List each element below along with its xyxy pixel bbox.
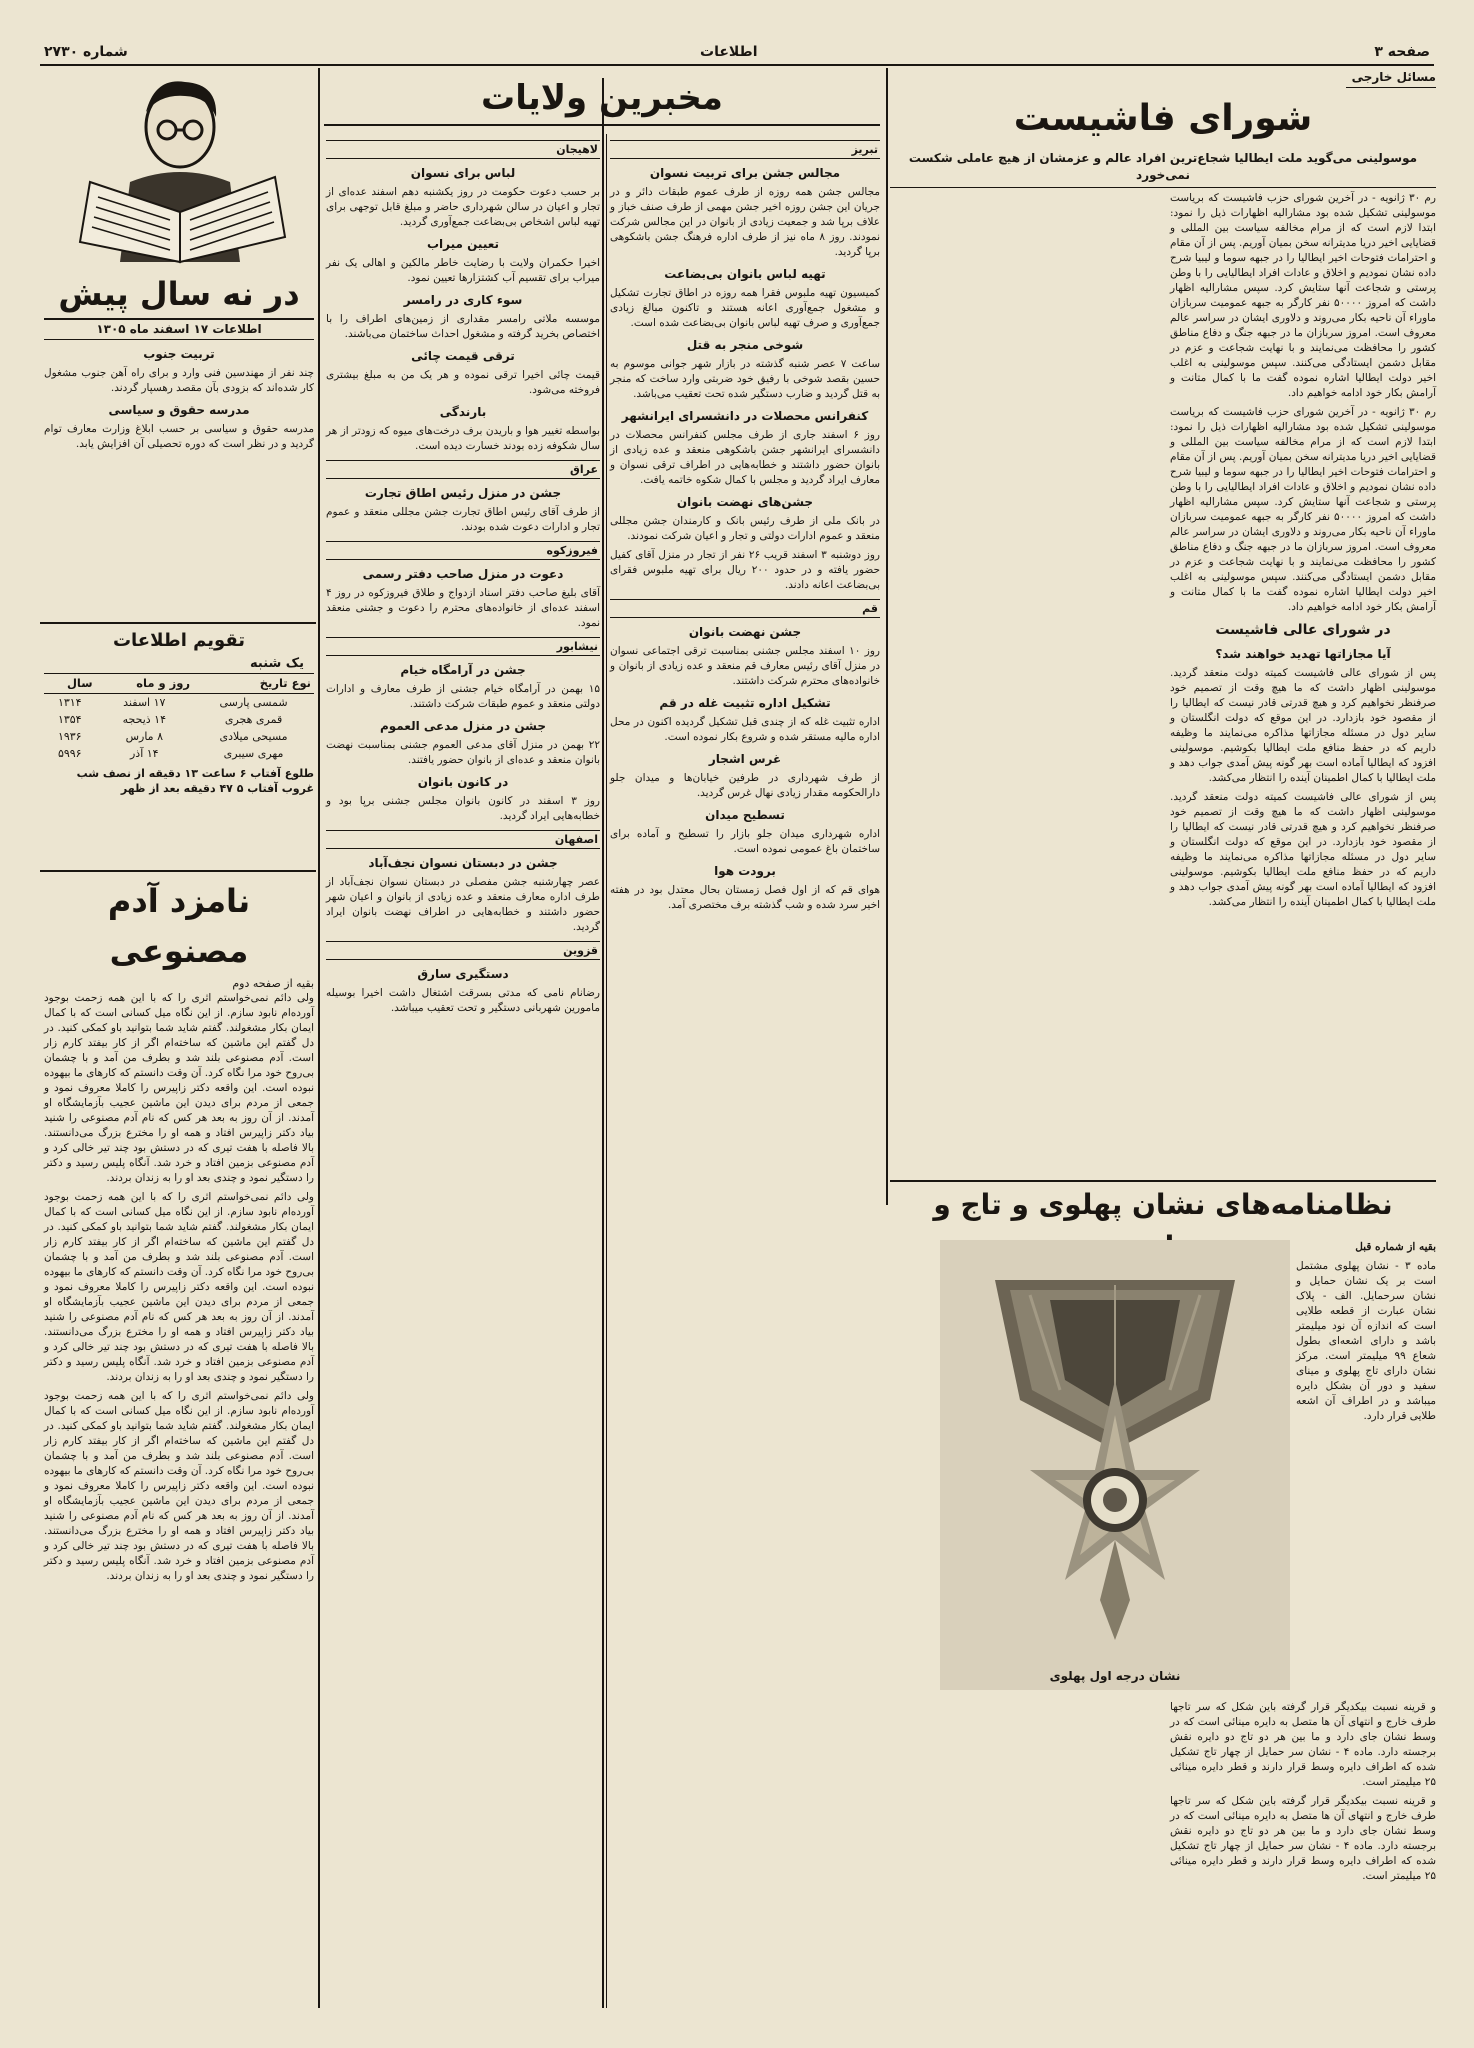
council-body: پس از شورای عالی فاشیست کمیته دولت منعقد گردید. موسولینی اظهار داشت که ما هیچ وقت از تصمیم خود صرفنظر نخواهیم کرد و هیچ قدرتی قادر نیست که ایطالیا را از مقصود خود بازدارد. در این موقع که دولت انگلستان و سایر دول در مسئله مجازاتها مذاکره می‌نمایند ما وظیفه داریم که در حفظ منافع ملت ایطالیا بکوشیم. موسولینی افزود که ایطالیا آماده است بهر گونه پیش آمدی جواب دهد و ملت ایطالیا با کمال اطمینان آینده را انتظار می‌کشد. bbox=[1170, 667, 1436, 784]
paper-name: اطلاعات bbox=[700, 44, 758, 60]
article-text: روز ۳ اسفند در کانون بانوان مجلس جشنی برپا بود و خطابه‌هایی ایراد گردید. bbox=[326, 795, 600, 822]
headline: جشن در دبستان نسوان نجف‌آباد bbox=[368, 856, 558, 870]
location-qom: قم bbox=[610, 599, 880, 618]
article-text: مدرسه حقوق و سیاسی بر حسب ابلاغ وزارت معارف توام گردید و در نظر است که دوره تحصیلی آن افزایش یابد. bbox=[44, 423, 314, 450]
article-text: در بانک ملی از طرف رئیس بانک و کارمندان جشن مجللی منعقد و عموم ادارات دولتی و تجار و اعیان شرکت نمودند. bbox=[610, 515, 880, 542]
sunrise: طلوع آفتاب ۶ ساعت ۱۳ دقیقه از نصف شب bbox=[76, 767, 314, 780]
history-title: در نه سال پیش bbox=[44, 270, 314, 320]
foreign-subtitle: موسولینی می‌گوید ملت ایطالیا شجاع‌ترین افراد عالم و عزمشان از هیچ عاملی شکست نمی‌خورد bbox=[890, 150, 1436, 188]
headline: تهیه لباس بانوان بی‌بضاعت bbox=[664, 267, 826, 281]
headline: بارندگی bbox=[439, 405, 487, 419]
medal-caption: نشان درجه اول پهلوی bbox=[1049, 1669, 1181, 1683]
table-row bbox=[44, 728, 314, 745]
foreign-body-cont: رم ۳۰ ژانویه - در آخرین شورای حزب فاشیست که بریاست موسولینی تشکیل شده بود مشارالیه اظهارات ذیل را نمود: ابتدا لازم است که از مرام مخالفه سیاست بین المللی و قضایایی اخیر دریا مدیترانه سخن بمیان آوریم. پس از آن مقام و احترامات فتوحات اخیر ایطالیا را در جبهه سوما و لیبیا شرح داده نشان نمودیم و اخلاق و عادات افراد ایطالیایی را با وطن پرستی و شجاعت آنها ستایش کرد. سپس مشارالیه اظهار داشت که امروز ۵۰۰۰۰ نفر کارگر به جبهه عمومیت سربازان ماوراء آن ناحیه بکار می‌روند و دلاوری ایشان در سراسر عالم معروف است. امروز سربازان ما در جبهه جنگ و دفاع مناطق کشور را محافظت می‌نمایند و با نهایت شجاعت و عزم در مقابل دشمن ایستادگی می‌کنند. سپس موسولینی به اغلب اخیر دولت ایطالیا اشاره نموده گفت ما با کمال متانت و آرامش بکار خود ادامه خواهیم داد. bbox=[1170, 406, 1436, 613]
medals-title-block bbox=[890, 1184, 1436, 1244]
headline: کنفرانس محصلات در دانشسرای ایرانشهر bbox=[621, 409, 869, 423]
article-text: آقای بلیغ صاحب دفتر اسناد ازدواج و طلاق فیروزکوه در روز ۴ اسفند عده‌ای از خانواده‌های محترم را دعوت و جشنی منعقد نمود. bbox=[326, 587, 600, 629]
table-row bbox=[44, 711, 314, 728]
provinces-title: مخبرین ولایات bbox=[324, 72, 880, 126]
section-label: مسائل خارجی bbox=[1346, 68, 1436, 88]
history-date: اطلاعات ۱۷ اسفند ماه ۱۳۰۵ bbox=[44, 320, 314, 340]
headline: جشن نهضت بانوان bbox=[688, 625, 802, 639]
headline: مجالس جشن برای تربیت نسوان bbox=[649, 166, 841, 180]
calendar-header: نوع تاریخ bbox=[193, 674, 314, 694]
table-cell: شمسی پارسی bbox=[219, 696, 288, 709]
table-cell: ۱۳۵۴ bbox=[57, 713, 82, 726]
article-text: چند نفر از مهندسین فنی وارد و برای راه آهن جنوب مشغول کار شده‌اند که بزودی بآن مقصد رهسپار گردند. bbox=[44, 367, 314, 394]
location-iraq: عراق bbox=[326, 460, 600, 479]
headline: جشن‌های نهضت بانوان bbox=[676, 495, 814, 509]
article-text: روز ۶ اسفند جاری از طرف مجلس کنفرانس محصلات در دانشسرای ایرانشهر جشن باشکوهی منعقد و عده زیادی از بانوان حضور داشتند و خطابه‌هایی در اطراف ترقی نسوان و معارف ایراد گردید و مجلس با کمال شکوه خاتمه یافت. bbox=[610, 429, 880, 486]
divider bbox=[40, 622, 316, 624]
provinces-column-right bbox=[610, 134, 880, 2014]
article-text: مجالس جشن همه روزه از طرف عموم طبقات دائر و در جریان این جشن روزه اخیر جشن مهمی از طرف صنف خباز و علاف برپا شد و جمعیت زیادی از بانوان در این مجالس شرکت نمودند. روز ۸ ماه نیز از طرف اداره فرهنگ جشن باشکوهی برپا گردید. bbox=[610, 186, 880, 258]
location-lahijan: لاهیجان bbox=[326, 140, 600, 159]
headline: تسطیح میدان bbox=[705, 808, 785, 822]
sunset: غروب آفتاب ۵ ۴۷ دقیقه بعد از ظهر bbox=[120, 782, 314, 795]
headline: جشن در منزل مدعی العموم bbox=[379, 719, 547, 733]
article-text: بواسطه تغییر هوا و باریدن برف درخت‌های میوه که زودتر از هر سال شکوفه زده بودند خسارت دیده است. bbox=[326, 425, 600, 452]
reader-illustration bbox=[60, 72, 300, 262]
medals-footer bbox=[890, 1700, 1436, 2018]
headline: دستگیری سارق bbox=[417, 967, 509, 981]
medals-continued: بقیه از شماره قبل bbox=[1355, 1241, 1436, 1253]
headline: ترقی قیمت چائی bbox=[411, 349, 515, 363]
article-text: کمیسیون تهیه ملبوس فقرا همه روزه در اطاق تجارت تشکیل و مشغول جمع‌آوری اعانه هستند و تاکنون مبالغ زیادی جمع‌آوری و صرف تهیه لباس بانوان بی‌بضاعت شده است. bbox=[610, 287, 880, 329]
medals-body: ماده ۳ - نشان پهلوی مشتمل است بر یک نشان حمایل و نشان سرحمایل. الف - پلاک نشان عبارت از قطعه طلایی است که اندازه آن نود میلیمتر باشد و دارای اشعه‌ای بطول شعاع ۹۹ میلیمتر است. مرکز نشان دارای تاج پهلوی و مینای سفید و دور آن بشکل دایره میباشد و در اطراف آن اشعه طلایی قرار دارد. bbox=[1296, 1260, 1436, 1422]
calendar-day: یک شنبه bbox=[250, 656, 304, 671]
issue-number: شماره ۲۷۳۰ bbox=[44, 44, 128, 60]
location-qazvin: قزوین bbox=[326, 941, 600, 960]
headline: در کانون بانوان bbox=[417, 775, 509, 789]
nine-years-ago-section bbox=[44, 270, 314, 620]
article-text: ساعت ۷ عصر شنبه گذشته در بازار شهر جوانی موسوم به حسین بقصد شوخی با رفیق خود ضربتی وارد ساخت که منجر به قتل گردید و ضارب دستگیر شده تحت تعقیب می‌باشد. bbox=[610, 358, 880, 400]
provinces-title-block bbox=[324, 72, 880, 132]
foreign-body: رم ۳۰ ژانویه - در آخرین شورای حزب فاشیست که بریاست موسولینی تشکیل شده بود مشارالیه اظهارات ذیل را نمود: ابتدا لازم است که از مرام مخالفه سیاست بین المللی و قضایایی اخیر دریا مدیترانه سخن بمیان آوریم. پس از آن مقام و احترامات فتوحات اخیر ایطالیا را در جبهه سوما و لیبیا شرح داده نشان نمودیم و اخلاق و عادات افراد ایطالیایی را با وطن پرستی و شجاعت آنها ستایش کرد. سپس مشارالیه اظهار داشت که امروز ۵۰۰۰۰ نفر کارگر به جبهه عمومیت سربازان ماوراء آن ناحیه بکار می‌روند و دلاوری ایشان در سراسر عالم معروف است. امروز سربازان ما در جبهه جنگ و دفاع مناطق کشور را محافظت می‌نمایند و با نهایت شجاعت و عزم در مقابل دشمن ایستادگی می‌کنند. سپس موسولینی به اغلب اخیر دولت ایطالیا اشاره نموده گفت ما با کمال متانت و آرامش بکار خود ادامه خواهیم داد. bbox=[1170, 192, 1436, 399]
article-text: روز ۱۰ اسفند مجلس جشنی بمناسبت ترقی اجتماعی نسوان در منزل آقای رئیس معارف قم منعقد و عده زیادی از بانوان و خانواده‌های محترم شرکت داشتند. bbox=[610, 645, 880, 687]
council-subtitle: آیا مجازاتها تهدید خواهند شد؟ bbox=[1215, 647, 1391, 661]
calendar-header: سال bbox=[44, 674, 96, 694]
location-tabriz: تبریز bbox=[610, 140, 880, 159]
headline: غرس اشجار bbox=[708, 752, 782, 766]
article-text: قیمت چائی اخیرا ترقی نموده و هر یک من به مبلغ بیشتری فروخته می‌شود. bbox=[326, 369, 600, 396]
article-text: ۱۵ بهمن در آرامگاه خیام جشنی از طرف معارف و ادارات دولتی منعقد و عموم طبقات شرکت داشتند. bbox=[326, 683, 600, 710]
calendar-header: روز و ماه bbox=[96, 674, 193, 694]
article-text: از طرف شهرداری در طرفین خیابان‌ها و میدان جلو دارالحکومه مقدار زیادی نهال غرس گردید. bbox=[610, 772, 880, 799]
story-continued: بقیه از صفحه دوم bbox=[232, 977, 314, 990]
calendar-table bbox=[44, 673, 314, 762]
headline: جشن در منزل رئیس اطاق تجارت bbox=[364, 486, 562, 500]
story-body-cont: ولی دائم نمی‌خواستم اثری را که با این همه زحمت بوجود آورده‌ام نابود سازم. از این نگاه میل کسانی است که با کمال ایمان بکار مشغولند. گفتم شاید شما بتوانید باو کمکی کنید. در دل گفتم این ماشین که ساخته‌ام اگر از کار بیفتد کارم زار است. آدم مصنوعی بلند شد و بطرف من آمد و با چشمان بی‌روح خود مرا نگاه کرد. آن وقت دانستم که کارهای ما بیهوده نبوده است. این واقعه دکتر زاپیرس را کاملا معروف نمود و جمعی از مردم برای دیدن این ماشین عجیب بآزمایشگاه او آمدند. از آن روز به بعد هر کس که نام آدم مصنوعی را شنید بیاد دکتر زاپیرس افتاد و همه او را مخترع بزرگ می‌دانستند. بالا فاصله با هفت تیری که در دستش بود چند تیر خالی کرد و آدم مصنوعی بزمین افتاد و خرد شد. آنگاه پلیس رسید و دکتر را دستگیر نمود و چندی بعد او را به زندان بردند. bbox=[44, 1191, 314, 1383]
table-cell: ۱۴ آذر bbox=[130, 747, 159, 760]
headline: مدرسه حقوق و سیاسی bbox=[108, 403, 250, 417]
table-cell: ۱۹۳۶ bbox=[57, 730, 82, 743]
medals-footer-text: و قرینه نسبت بیکدیگر قرار گرفته باین شکل که سر تاجها طرف خارج و انتهای آن ها متصل به دایره مینائی است که در وسط نشان جای دارد و ما بین هر دو تاج دو دایره نقش برجسته دارد. ماده ۴ - نشان سر حمایل از چهار تاج تشکیل شده که اطراف دایره وسط قرار دارند و قطر دایره مینائی ۲۵ میلیمتر است. bbox=[1170, 1701, 1437, 1788]
table-cell: ۸ مارس bbox=[125, 730, 163, 743]
provinces-column-left bbox=[326, 134, 600, 2014]
page-label: صفحه ۳ bbox=[1374, 44, 1430, 60]
page-header bbox=[40, 44, 1434, 66]
table-cell: قمری هجری bbox=[224, 713, 283, 726]
article-text: اخیرا حکمران ولایت با رضایت خاطر مالکین و اهالی یک نفر میراب برای تقسیم آب کشتزارها تعیین نمود. bbox=[326, 257, 600, 284]
table-cell: ۱۷ اسفند bbox=[123, 696, 166, 709]
table-cell: مهری سیبری bbox=[223, 747, 284, 760]
table-row bbox=[44, 745, 314, 762]
medals-column bbox=[1296, 1240, 1436, 1650]
story-section bbox=[44, 876, 314, 2012]
article-text: رضانام نامی که مدتی بسرقت اشتغال داشت اخیرا بوسیله مامورین شهربانی دستگیر و تحت تعقیب میباشد. bbox=[326, 987, 600, 1014]
table-row bbox=[44, 694, 314, 712]
table-cell: مسیحی میلادی bbox=[219, 730, 288, 743]
headline: تربیت جنوب bbox=[143, 347, 215, 361]
medals-title: نظامنامه‌های نشان پهلوی و تاج و bbox=[933, 1188, 1393, 1221]
headline: تعیین میراب bbox=[426, 237, 500, 251]
story-body: ولی دائم نمی‌خواستم اثری را که با این همه زحمت بوجود آورده‌ام نابود سازم. از این نگاه میل کسانی است که با کمال ایمان بکار مشغولند. گفتم شاید شما بتوانید باو کمکی کنید. در دل گفتم این ماشین که ساخته‌ام اگر از کار بیفتد کارم زار است. آدم مصنوعی بلند شد و بطرف من آمد و با چشمان بی‌روح خود مرا نگاه کرد. آن وقت دانستم که کارهای ما بیهوده نبوده است. این واقعه دکتر زاپیرس را کاملا معروف نمود و جمعی از مردم برای دیدن این ماشین عجیب بآزمایشگاه او آمدند. از آن روز به بعد هر کس که نام آدم مصنوعی را شنید بیاد دکتر زاپیرس افتاد و همه او را مخترع بزرگ می‌دانستند. بالا فاصله با هفت تیری که در دستش بود چند تیر خالی کرد و آدم مصنوعی بزمین افتاد و خرد شد. آنگاه پلیس رسید و دکتر را دستگیر نمود و چندی بعد او را به زندان بردند. bbox=[44, 992, 314, 1184]
story-title: نامزد آدم مصنوعی bbox=[107, 882, 251, 970]
location-nishapur: نیشابور bbox=[326, 637, 600, 656]
article-text: ۲۲ بهمن در منزل آقای مدعی العموم جشنی بمناسبت نهضت بانوان منعقد و عده‌ای از بانوان حضور یافتند. bbox=[326, 739, 600, 766]
article-text: اداره شهرداری میدان جلو بازار را تسطیح و آماده برای ساختمان باغ عمومی نموده است. bbox=[610, 828, 880, 855]
calendar-title: تقویم اطلاعات bbox=[112, 630, 246, 651]
article-text: اداره تثبیت غله که از چندی قبل تشکیل گردیده اکنون در محل اداره مالیه مستقر شده و شروع بکار نموده است. bbox=[610, 716, 880, 743]
foreign-news-section bbox=[890, 68, 1436, 1208]
calendar-box bbox=[44, 628, 314, 868]
story-body-cont2: ولی دائم نمی‌خواستم اثری را که با این همه زحمت بوجود آورده‌ام نابود سازم. از این نگاه میل کسانی است که با کمال ایمان بکار مشغولند. گفتم شاید شما بتوانید باو کمکی کنید. در دل گفتم این ماشین که ساخته‌ام اگر از کار بیفتد کارم زار است. آدم مصنوعی بلند شد و بطرف من آمد و با چشمان بی‌روح خود مرا نگاه کرد. آن وقت دانستم که کارهای ما بیهوده نبوده است. این واقعه دکتر زاپیرس را کاملا معروف نمود و جمعی از مردم برای دیدن این ماشین عجیب بآزمایشگاه او آمدند. از آن روز به بعد هر کس که نام آدم مصنوعی را شنید بیاد دکتر زاپیرس افتاد و همه او را مخترع بزرگ می‌دانستند. بالا فاصله با هفت تیری که در دستش بود چند تیر خالی کرد و آدم مصنوعی بزمین افتاد و خرد شد. آنگاه پلیس رسید و دکتر را دستگیر نمود و چندی بعد او را به زندان بردند. bbox=[44, 1390, 314, 1582]
article-text: بر حسب دعوت حکومت در روز یکشنبه دهم اسفند عده‌ای از تجار و اعیان در سالن شهرداری حاضر و مبلغ قابل توجهی برای تهیه لباس اشخاص بی‌بضاعت جمع‌آوری گردید. bbox=[326, 186, 600, 228]
column-rule bbox=[606, 134, 607, 2008]
table-cell: ۱۳۱۴ bbox=[57, 696, 82, 709]
headline: تشکیل اداره تثبیت غله در قم bbox=[659, 696, 831, 710]
article-text: روز دوشنبه ۳ اسفند قریب ۲۶ نفر از تجار در منزل آقای کفیل حضور یافته و در حدود ۲۰۰ ریال برای تهیه ملبوس فقرای بی‌بضاعت اعانه دادند. bbox=[610, 549, 880, 591]
table-cell: ۱۴ ذیحجه bbox=[122, 713, 166, 726]
location-isfahan: اصفهان bbox=[326, 830, 600, 849]
headline: شوخی منجر به قتل bbox=[686, 338, 804, 352]
headline: دعوت در منزل صاحب دفتر رسمی bbox=[362, 567, 564, 581]
medals-footer-text-cont: و قرینه نسبت بیکدیگر قرار گرفته باین شکل که سر تاجها طرف خارج و انتهای آن ها متصل به دایره مینائی است که در وسط نشان جای دارد و ما بین هر دو تاج دو دایره نقش برجسته دارد. ماده ۴ - نشان سر حمایل از چهار تاج تشکیل شده که اطراف دایره وسط قرار دارند و قطر دایره مینائی ۲۵ میلیمتر است. bbox=[1170, 1795, 1437, 1882]
article-text: هوای قم که از اول فصل زمستان بحال معتدل بود در هفته اخیر سرد شده و شب گذشته برف مختصری آمد. bbox=[610, 884, 880, 911]
council-body-cont: پس از شورای عالی فاشیست کمیته دولت منعقد گردید. موسولینی اظهار داشت که ما هیچ وقت از تصمیم خود صرفنظر نخواهیم کرد و هیچ قدرتی قادر نیست که ایطالیا را از مقصود خود بازدارد. در این موقع که دولت انگلستان و سایر دول در مسئله مجازاتها مذاکره می‌نمایند ما وظیفه داریم که در حفظ منافع ملت ایطالیا بکوشیم. موسولینی افزود که ایطالیا آماده است بهر گونه پیش آمدی جواب دهد و ملت ایطالیا با کمال اطمینان آینده را انتظار می‌کشد. bbox=[1170, 791, 1436, 908]
medal-caption-block bbox=[940, 1668, 1290, 1690]
headline: برودت هوا bbox=[714, 864, 776, 878]
article-text: از طرف آقای رئیس اطاق تجارت جشن مجللی منعقد و عموم تجار و ادارات دعوت شده بودند. bbox=[326, 506, 600, 533]
council-title: در شورای عالی فاشیست bbox=[1215, 622, 1391, 638]
pahlavi-medal-image bbox=[940, 1240, 1290, 1690]
headline: سوء کاری در رامسر bbox=[403, 293, 523, 307]
column-rule bbox=[318, 68, 320, 2008]
article-text: موسسه ملاتی رامسر مقداری از زمین‌های اطراف را با اختصاص بخرید گرفته و مشغول احداث ساختمان می‌باشند. bbox=[326, 313, 600, 340]
foreign-title: شورای فاشیست bbox=[1013, 98, 1313, 139]
headline: جشن در آرامگاه خیام bbox=[400, 663, 526, 677]
article-text: عصر چهارشنبه جشن مفصلی در دبستان نسوان نجف‌آباد از طرف اداره معارف منعقد و عده زیادی از بانوان و اعیان شهر حضور داشتند و خطابه‌هایی در اطراف نهضت بانوان ایراد گردید. bbox=[326, 876, 600, 933]
divider bbox=[890, 1180, 1436, 1182]
table-cell: ۵۹۹۶ bbox=[57, 747, 82, 760]
headline: لباس برای نسوان bbox=[410, 166, 516, 180]
divider bbox=[40, 870, 316, 872]
column-rule bbox=[886, 68, 888, 1205]
column-rule bbox=[602, 78, 604, 2008]
location-firuzkuh: فیروزکوه bbox=[326, 541, 600, 560]
